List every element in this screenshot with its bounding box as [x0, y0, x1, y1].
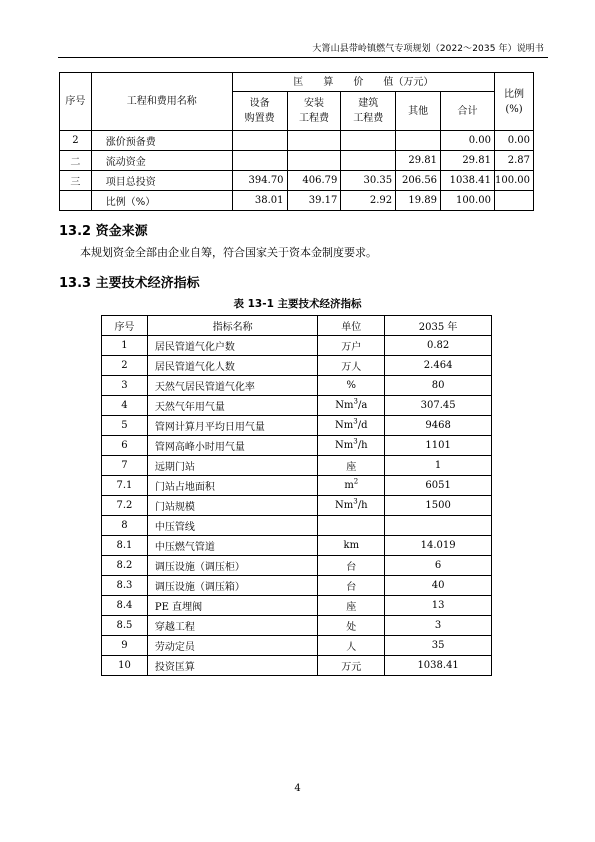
- row-seq: 9: [102, 636, 148, 656]
- table-row: [102, 436, 492, 456]
- col-header-group: 匡 算 价 值（万元）: [232, 73, 494, 92]
- row-indicator: 调压设施（调压柜）: [147, 556, 317, 576]
- row-unit: 座: [318, 596, 385, 616]
- row-unit: Nm$^3$/d: [318, 416, 385, 436]
- investment-table: [59, 72, 534, 211]
- row-indicator: 劳动定员: [147, 636, 317, 656]
- table-row: [102, 596, 492, 616]
- row-value: 6: [385, 556, 492, 576]
- table-row: [102, 556, 492, 576]
- row-value: 14.019: [385, 536, 492, 556]
- row-unit: 万元: [318, 656, 385, 676]
- row-value: 2.464: [385, 356, 492, 376]
- row-seq: 3: [102, 376, 148, 396]
- row-indicator: 穿越工程: [147, 616, 317, 636]
- table-row: [102, 476, 492, 496]
- row-unit: 台: [318, 576, 385, 596]
- table-row: [102, 416, 492, 436]
- row-unit: %: [318, 376, 385, 396]
- col-header-unit: 单位: [318, 316, 385, 336]
- row-unit: Nm$^3$/a: [318, 396, 385, 416]
- row-value: 1038.41: [385, 656, 492, 676]
- row-unit: km: [318, 536, 385, 556]
- row-seq: 8.3: [102, 576, 148, 596]
- row-indicator: 调压设施（调压箱）: [147, 576, 317, 596]
- row-unit: Nm$^3$/h: [318, 436, 385, 456]
- row-unit: Nm$^3$/h: [318, 496, 385, 516]
- col-header-seq: 序号: [60, 73, 92, 131]
- row-indicator: 中压燃气管道: [147, 536, 317, 556]
- funding-paragraph: 本规划资金全部由企业自筹，符合国家关于资本金制度要求。: [80, 246, 377, 259]
- row-seq: 6: [102, 436, 148, 456]
- table-row: [102, 356, 492, 376]
- row-seq: 1: [102, 336, 148, 356]
- row-indicator: 天然气居民管道气化率: [147, 376, 317, 396]
- col-header-ratio: 比例 (%): [494, 73, 533, 131]
- table-row: 比例（%） 38.01 39.17 2.92 19.89 100.00: [60, 191, 534, 211]
- row-indicator: 门站规模: [147, 496, 317, 516]
- page-number: 4: [294, 783, 301, 794]
- row-value: 3: [385, 616, 492, 636]
- row-value: 0.82: [385, 336, 492, 356]
- header-rule: [58, 57, 548, 58]
- table-row: [102, 336, 492, 356]
- table-row: [102, 396, 492, 416]
- table-row: [102, 616, 492, 636]
- indicator-table: [101, 315, 492, 676]
- col-header-indicator: 指标名称: [147, 316, 317, 336]
- row-indicator: 投资匡算: [147, 656, 317, 676]
- row-value: 1101: [385, 436, 492, 456]
- section-heading-13-2: 13.2 资金来源: [59, 224, 148, 239]
- row-unit: 座: [318, 456, 385, 476]
- row-unit: 处: [318, 616, 385, 636]
- row-value: 1500: [385, 496, 492, 516]
- row-seq: 7.1: [102, 476, 148, 496]
- row-value: 80: [385, 376, 492, 396]
- row-indicator: 管网高峰小时用气量: [147, 436, 317, 456]
- row-unit: 人: [318, 636, 385, 656]
- row-unit: 台: [318, 556, 385, 576]
- row-indicator: 居民管道气化人数: [147, 356, 317, 376]
- row-value: 1: [385, 456, 492, 476]
- row-seq: 4: [102, 396, 148, 416]
- indicator-table-body: [102, 336, 492, 676]
- row-seq: 7: [102, 456, 148, 476]
- col-header-name: 工程和费用名称: [91, 73, 232, 131]
- row-value: 6051: [385, 476, 492, 496]
- col-header-year: 2035 年: [385, 316, 492, 336]
- row-value: 40: [385, 576, 492, 596]
- table-row: [102, 456, 492, 476]
- row-seq: 8.5: [102, 616, 148, 636]
- table-row: 2 涨价预备费 0.00 0.00: [60, 131, 534, 151]
- table-row: [102, 636, 492, 656]
- row-unit: [318, 516, 385, 536]
- col-header-equip: 设备 购置费: [232, 92, 287, 131]
- row-indicator: PE 直埋阀: [147, 596, 317, 616]
- table-row: 二 流动资金 29.81 29.81 2.87: [60, 151, 534, 171]
- col-header-build: 建筑 工程费: [341, 92, 396, 131]
- row-value: 35: [385, 636, 492, 656]
- row-value: [385, 516, 492, 536]
- section-heading-13-3: 13.3 主要技术经济指标: [59, 276, 200, 291]
- row-seq: 2: [102, 356, 148, 376]
- table-header-row: [102, 316, 492, 336]
- row-unit: 万人: [318, 356, 385, 376]
- table-caption: 表 13-1 主要技术经济指标: [233, 298, 362, 310]
- row-indicator: 管网计算月平均日用气量: [147, 416, 317, 436]
- table-row: 三 项目总投资 394.70 406.79 30.35 206.56 1038.41 100.00: [60, 171, 534, 191]
- table-row: [102, 536, 492, 556]
- row-unit: $m^2$: [318, 476, 385, 496]
- row-seq: 8.4: [102, 596, 148, 616]
- row-seq: 10: [102, 656, 148, 676]
- col-header-seq: 序号: [102, 316, 148, 336]
- row-value: 13: [385, 596, 492, 616]
- col-header-other: 其他: [396, 92, 441, 131]
- row-seq: 8.1: [102, 536, 148, 556]
- table-row: [102, 576, 492, 596]
- row-indicator: 门站占地面积: [147, 476, 317, 496]
- table-row: [102, 496, 492, 516]
- row-value: 307.45: [385, 396, 492, 416]
- row-unit: 万户: [318, 336, 385, 356]
- row-value: 9468: [385, 416, 492, 436]
- row-seq: 7.2: [102, 496, 148, 516]
- row-indicator: 远期门站: [147, 456, 317, 476]
- row-seq: 5: [102, 416, 148, 436]
- row-indicator: 居民管道气化户数: [147, 336, 317, 356]
- row-seq: 8.2: [102, 556, 148, 576]
- table-row: [102, 516, 492, 536]
- page-header: 大箐山县带岭镇燃气专项规划（2022～2035 年）说明书: [312, 44, 544, 54]
- col-header-total: 合计: [441, 92, 495, 131]
- table-row: [102, 376, 492, 396]
- col-header-install: 安装 工程费: [287, 92, 341, 131]
- row-indicator: 天然气年用气量: [147, 396, 317, 416]
- table-row: [102, 656, 492, 676]
- row-seq: 8: [102, 516, 148, 536]
- row-indicator: 中压管线: [147, 516, 317, 536]
